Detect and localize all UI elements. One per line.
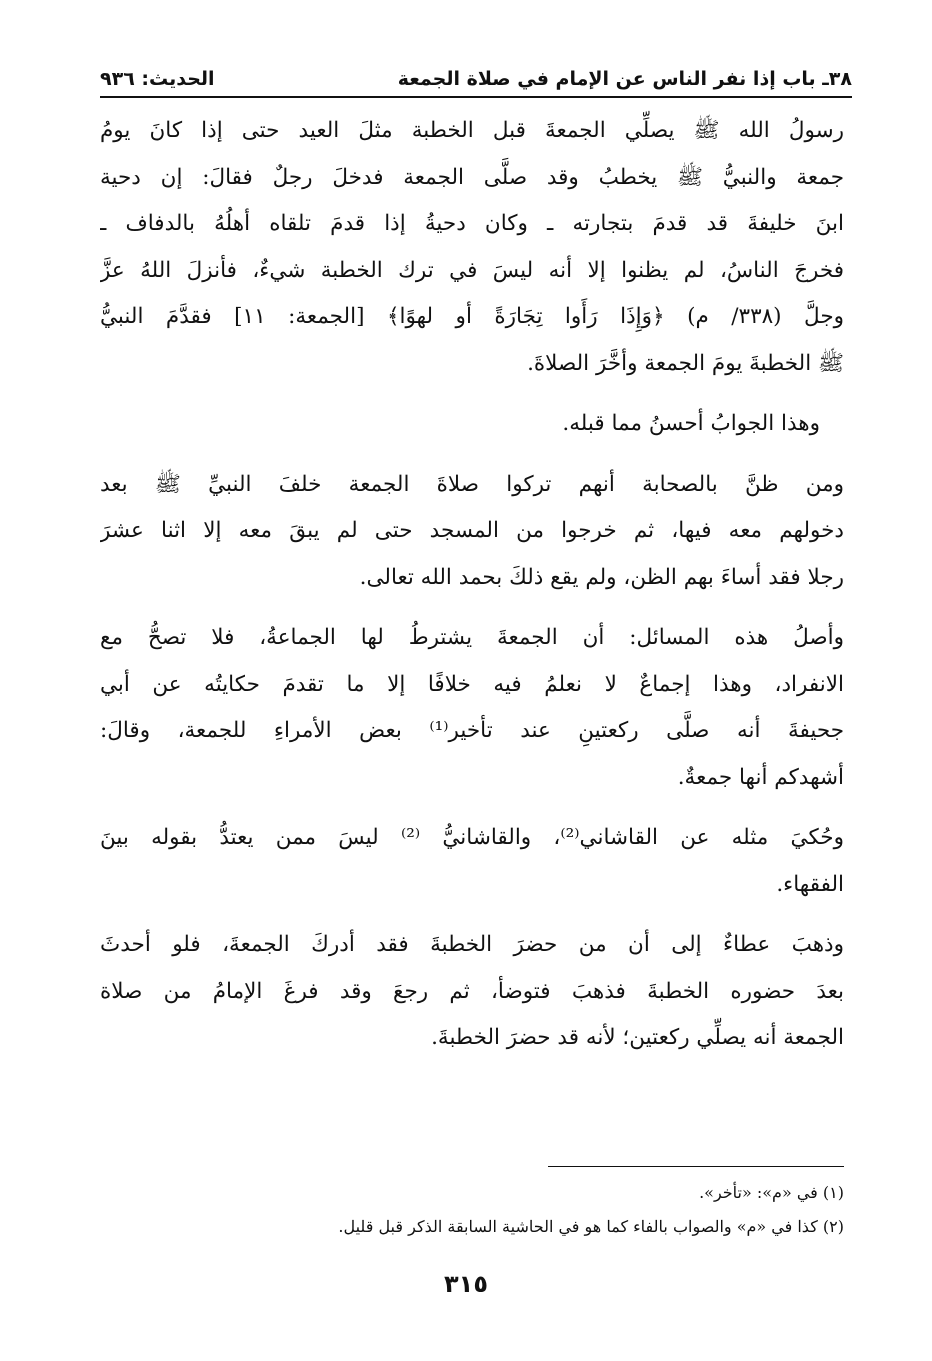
footnote-divider — [548, 1166, 844, 1167]
text-line: فخرجَ الناسُ، لم يظنوا إلا أنه ليسَ في ترك الخطبة شيءٌ، فأنزلَ اللهُ عزَّ — [100, 257, 844, 283]
text-line: رجلا فقد أساءَ بهم الظن، ولم يقع ذلكَ بحمد الله تعالى. — [359, 564, 844, 590]
chapter-title: ٣٨ـ باب إذا نفر الناس عن الإمام في صلاة الجمعة — [397, 68, 852, 90]
footnotes — [200, 1176, 844, 1244]
text-line: رسولُ الله ﷺ يصلِّي الجمعةَ قبل الخطبة مثلَ العيد حتى إذا كانَ يومُ — [100, 118, 844, 143]
text-line: وحُكيَ مثله عن القاشاني⁽²⁾، والقاشانيُّ ⁽²⁾ ليسَ ممن يعتدُّ بقوله بينَ — [100, 825, 844, 850]
text-line: وأصلُ هذه المسائل: أن الجمعةَ يشترطُ لها الجماعةُ، فلا تصحُّ مع — [100, 625, 844, 650]
paragraph — [100, 401, 844, 448]
text-line: ومن ظنَّ بالصحابة أنهم تركوا صلاةَ الجمعة خلفَ النبيِّ ﷺ بعد — [100, 471, 844, 497]
text-line: الانفراد، وهذا إجماعٌ لا نعلمُ فيه خلافًا إلا ما تقدمَ حكايتُه عن أبي — [100, 671, 844, 697]
text-line: بعدَ حضوره الخطبةَ فذهبَ فتوضأ، ثم رجعَ وقد فرغَ الإمامُ من صلاة — [100, 978, 844, 1004]
page-number: ٣١٥ — [444, 1270, 488, 1298]
text-line: ﷺ الخطبةَ يومَ الجمعة وأخَّرَ الصلاةَ. — [527, 350, 844, 376]
text-line: جمعة والنبيُّ ﷺ يخطبُ وقد صلَّى الجمعة فدخلَ رجلٌ فقالَ: إن دحية — [100, 164, 844, 190]
text-line: أشهدكم أنها جمعةٌ. — [677, 764, 844, 790]
text-line: وذهبَ عطاءٌ إلى أن من حضرَ الخطبةَ فقد أدركَ الجمعةَ، فلو أحدثَ — [100, 932, 844, 957]
paragraph — [100, 108, 844, 387]
text-line: دخولهم معه فيها، ثم خرجوا من المسجد حتى لم يبقَ معه إلا اثنا عشرَ — [100, 518, 844, 543]
paragraph — [100, 462, 844, 602]
text-line: وهذا الجوابُ أحسنُ مما قبله. — [562, 411, 820, 436]
paragraph — [100, 615, 844, 801]
paragraph — [100, 815, 844, 908]
text-line: الفقهاء. — [776, 871, 844, 897]
hadith-number: الحديث: ٩٣٦ — [100, 68, 215, 90]
footnote-2: (٢) كذا في «م» والصواب بالفاء كما هو في الحاشية السابقة الذكر قبل قليل. — [338, 1217, 844, 1236]
paragraph — [100, 922, 844, 1062]
main-text — [100, 108, 844, 1076]
text-line: ابنَ خليفةَ قد قدمَ بتجارته ـ وكان دحيةُ إذا قدمَ تلقاه أهلُهُ بالدفاف ـ — [100, 211, 844, 236]
text-line: جحيفةَ أنه صلَّى ركعتينِ عند تأخير⁽¹⁾ بعض الأمراءِ للجمعة، وقالَ: — [100, 718, 844, 743]
running-header — [100, 58, 852, 98]
text-line: وجلَّ (٣٣٨/ م) ﴿وَإِذَا رَأَوا تِجَارَةً أو لهوًا﴾ [الجمعة: ١١] فقدَّمَ النبيُّ — [100, 304, 844, 329]
text-line: الجمعة أنه يصلِّي ركعتين؛ لأنه قد حضرَ الخطبةَ. — [431, 1025, 844, 1050]
footnote-1: (١) في «م»: «تأخر». — [699, 1183, 844, 1202]
